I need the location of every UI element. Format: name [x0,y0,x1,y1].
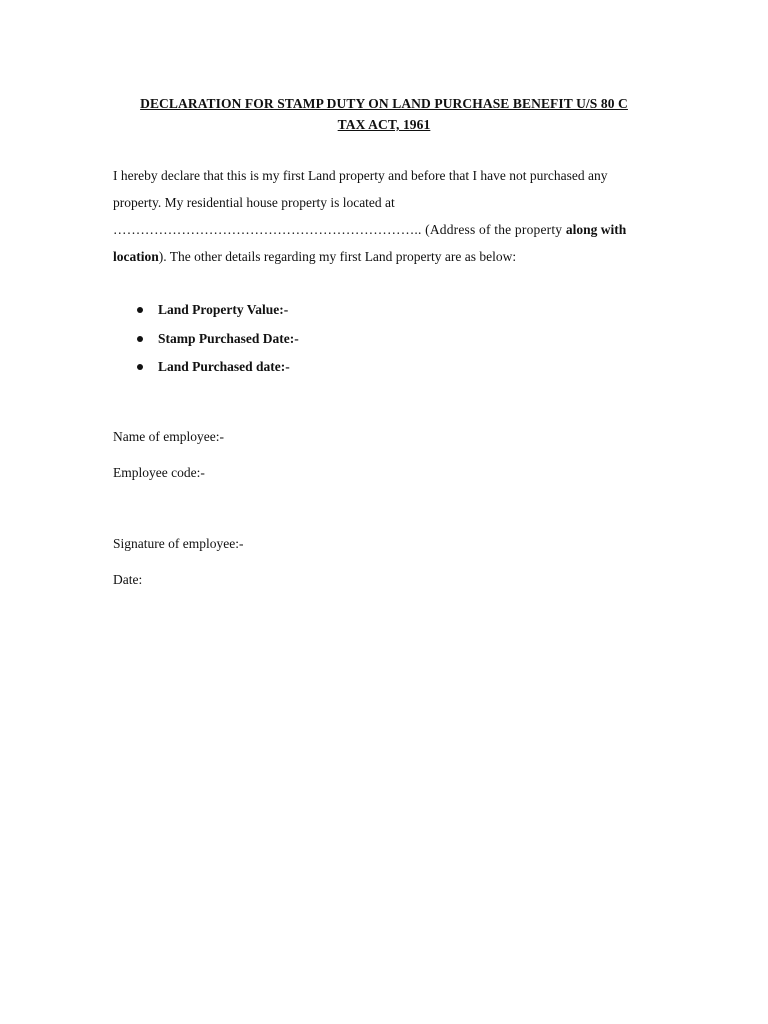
bullet-icon [137,364,143,370]
employee-signature-label: Signature of employee:- [113,536,244,551]
bullet-label-land-purchased-date: Land Purchased date:- [158,359,290,374]
bullet-icon [137,336,143,342]
bullet-label-land-property-value: Land Property Value:- [158,302,289,317]
bullet-list [113,296,658,382]
declaration-text-start: I hereby declare that this is my first Land property and before that I have not purchased any property. My residential house property is located at [113,168,608,210]
employee-name-label: Name of employee:- [113,429,224,444]
bullet-item [113,296,658,325]
address-placeholder-dots: ………………………………………………………….. (Address of the property [113,222,566,237]
document-title-line-2: TAX ACT, 1961 [337,117,431,132]
date-label: Date: [113,572,143,587]
document-title [100,93,668,135]
bullet-icon [137,307,143,313]
declaration-paragraph [113,162,658,270]
bullet-item [113,325,658,354]
bullet-label-stamp-purchased-date: Stamp Purchased Date:- [158,330,299,346]
document-title-line-1: DECLARATION FOR STAMP DUTY ON LAND PURCHASE BENEFIT U/S 80 C [140,96,628,111]
declaration-bold-text: along with location [113,222,627,264]
declaration-text-end: ). The other details regarding my first Land property are as below: [158,249,517,264]
bullet-item [113,353,658,382]
employee-code-label: Employee code:- [113,465,205,480]
